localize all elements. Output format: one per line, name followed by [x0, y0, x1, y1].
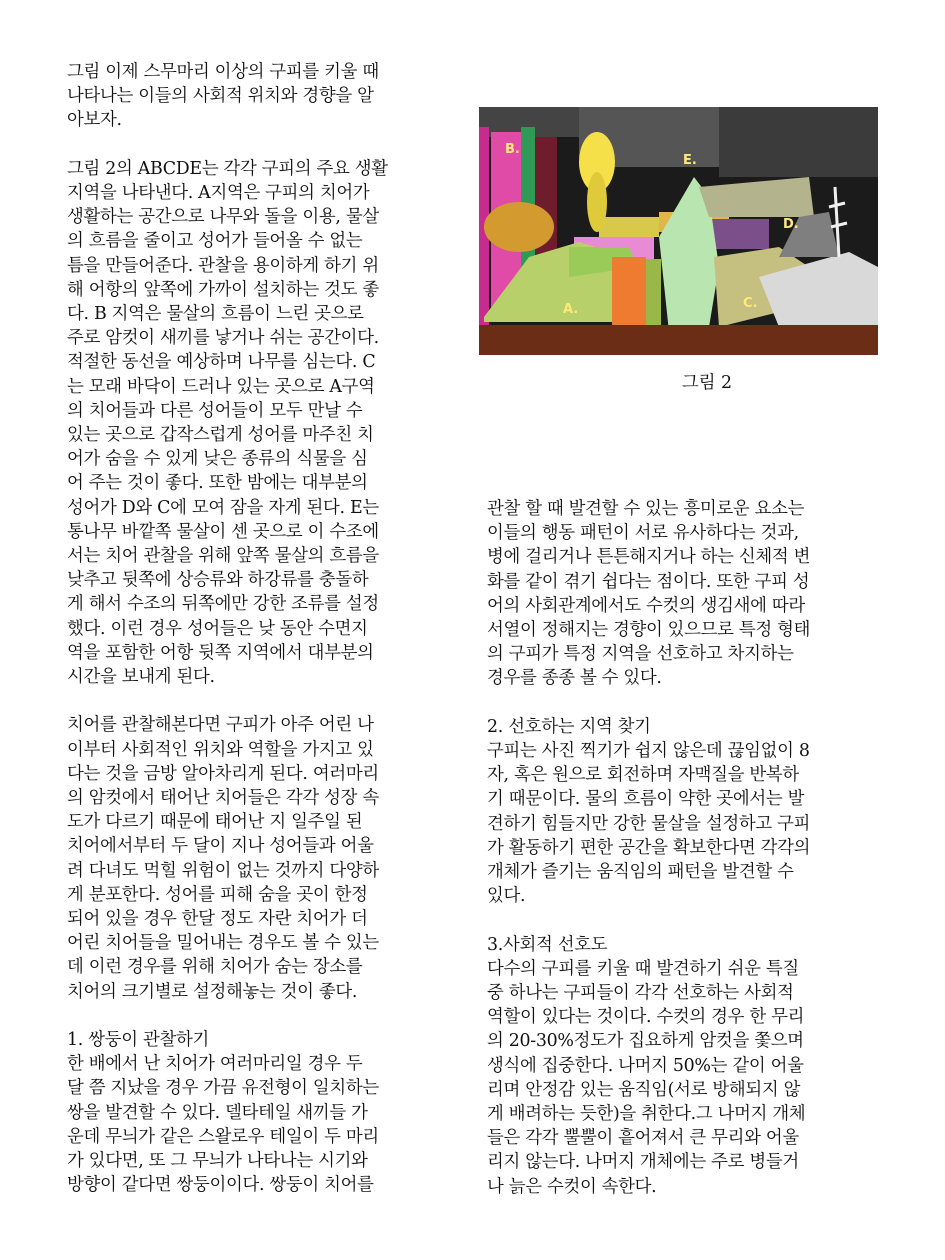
aquarium-zone-illustration — [479, 107, 878, 355]
section-heading-social-preference: 3.사회적 선호도 — [487, 934, 608, 955]
zone-label-b: B. — [505, 142, 520, 157]
twins-paragraph: 한 배에서 난 치어가 여러마리일 경우 두 달 쯤 지났을 경우 가끔 유전형이 일치하는 쌍을 발견할 수 있다. 델타테일 새끼들 가 운데 무늬가 같은 스왈로우 테일이 두 마리 가 있다면, 또 그 무늬가 나타나는 시기와 방향이 같다면 쌍둥이이다. 쌍둥이 치어를 — [67, 1054, 379, 1196]
zone-label-c: C. — [743, 296, 758, 311]
zones-paragraph: 그림 2의 ABCDE는 각각 구피의 주요 생활 지역을 나타낸다. A지역은 구피의 치어가 생활하는 공간으로 나무와 돌을 이용, 물살 의 흐름을 줄이고 성어가 들어올 수 없는 틈을 만들어준다. 관찰을 용이하게 하기 위 해 어항의 앞쪽에 가까이 설치하는 것도 좋 다. B 지역은 물살의 흐름이 느린 곳으로 주로 암컷이 새끼를 낳거나 쉬는 공간이다. 적절한 동선을 예상하며 나무를 심는다. C 는 모래 바닥이 드러나 있는 곳으로 A구역 의 치어들과 다른 성어들이 모두 만날 수 있는 곳으로 갑작스럽게 성어를 마주친 치 어가 숨을 수 있게 낮은 종류의 식물을 심 어 주는 것이 좋다. 또한 밤에는 대부분의 성어가 D와 C에 모여 잠을 자게 된다. E는 통나무 바깥쪽 물살이 센 곳으로 이 수조에 서는 치어 관찰을 위해 앞쪽 물살의 흐름을 낮추고 뒷쪽에 상승류와 하강류를 충돌하 게 해서 수조의 뒤쪽에만 강한 조류를 설정 했다. 이런 경우 성어들은 낮 동안 수면지 역을 포함한 어항 뒷쪽 지역에서 대부분의 시간을 보내게 된다. — [67, 158, 388, 688]
fry-paragraph: 치어를 관찰해본다면 구피가 아주 어린 나 이부터 사회적인 위치와 역할을 가지고 있 다는 것을 금방 알아차리게 된다. 여러마리 의 암컷에서 태어난 치어들은 각각 성장 속 도가 다르기 때문에 태어난 지 일주일 된 치어에서부터 두 달이 지나 성어들과 어울 려 다녀도 먹힐 위험이 없는 것까지 다양하 게 분포한다. 성어를 피해 숨을 곳이 한정 되어 있을 경우 한달 정도 자란 치어가 더 어린 치어들을 밀어내는 경우도 볼 수 있는 데 이런 경우를 위해 치어가 숨는 장소를 치어의 크기별로 설정해놓는 것이 좋다. — [67, 715, 379, 1002]
section-heading-twins: 1. 쌍둥이 관찰하기 — [67, 1030, 209, 1051]
social-preference-paragraph: 다수의 구피를 키울 때 발견하기 쉬운 특질 중 하나는 구피들이 각각 선호하는 사회적 역할이 있다는 것이다. 수컷의 경우 한 무리 의 20-30%정도가 집요하게 암컷을 쫓으며 생식에 집중한다. 나머지 50%는 같이 어울 리며 안정감 있는 움직임(서로 방해되지 않 게 배려하는 듯한)을 취한다.그 나머지 개체 들은 각각 뿔뿔이 흩어져서 큰 무리와 어울 리지 않는다. 나머지 개체에는 주로 병들거 나 늙은 수컷이 속한다. — [487, 958, 806, 1197]
intro-paragraph: 그림 이제 스무마리 이상의 구피를 키울 때 나타나는 이들의 사회적 위치와 경향을 알 아보자. — [67, 62, 379, 131]
zone-label-e: E. — [683, 153, 697, 168]
right-column — [487, 497, 882, 1223]
preferred-area-paragraph: 구피는 사진 찍기가 쉽지 않은데 끊임없이 8 자, 혹은 원으로 회전하며 자맥질을 반복하 기 때문이다. 물의 흐름이 약한 곳에서는 발 견하기 힘들지만 강한 물살을 설정하고 구피 가 활동하기 편한 공간을 확보한다면 각각의 개체가 즐기는 움직임의 패턴을 발견할 수 있다. — [487, 741, 811, 907]
zone-label-a: A. — [563, 302, 579, 317]
figure-caption: 그림 2 — [681, 373, 733, 393]
aquarium-zone-figure — [479, 107, 878, 355]
zone-label-d: D. — [783, 217, 799, 232]
section-heading-preferred-area: 2. 선호하는 지역 찾기 — [487, 716, 651, 737]
twins-continued-paragraph: 관찰 할 때 발견할 수 있는 흥미로운 요소는 이들의 행동 패턴이 서로 유사하다는 것과, 병에 걸리거나 튼튼해지거나 하는 신체적 변 화를 같이 겪기 쉽다는 점이다. 또한 구피 성 어의 사회관계에서도 수컷의 생김새에 따라 서열이 정해지는 경향이 있으므로 특정 형태 의 구피가 특정 지역을 선호하고 차지하는 경우를 종종 볼 수 있다. — [487, 499, 811, 689]
left-column — [67, 60, 452, 1222]
